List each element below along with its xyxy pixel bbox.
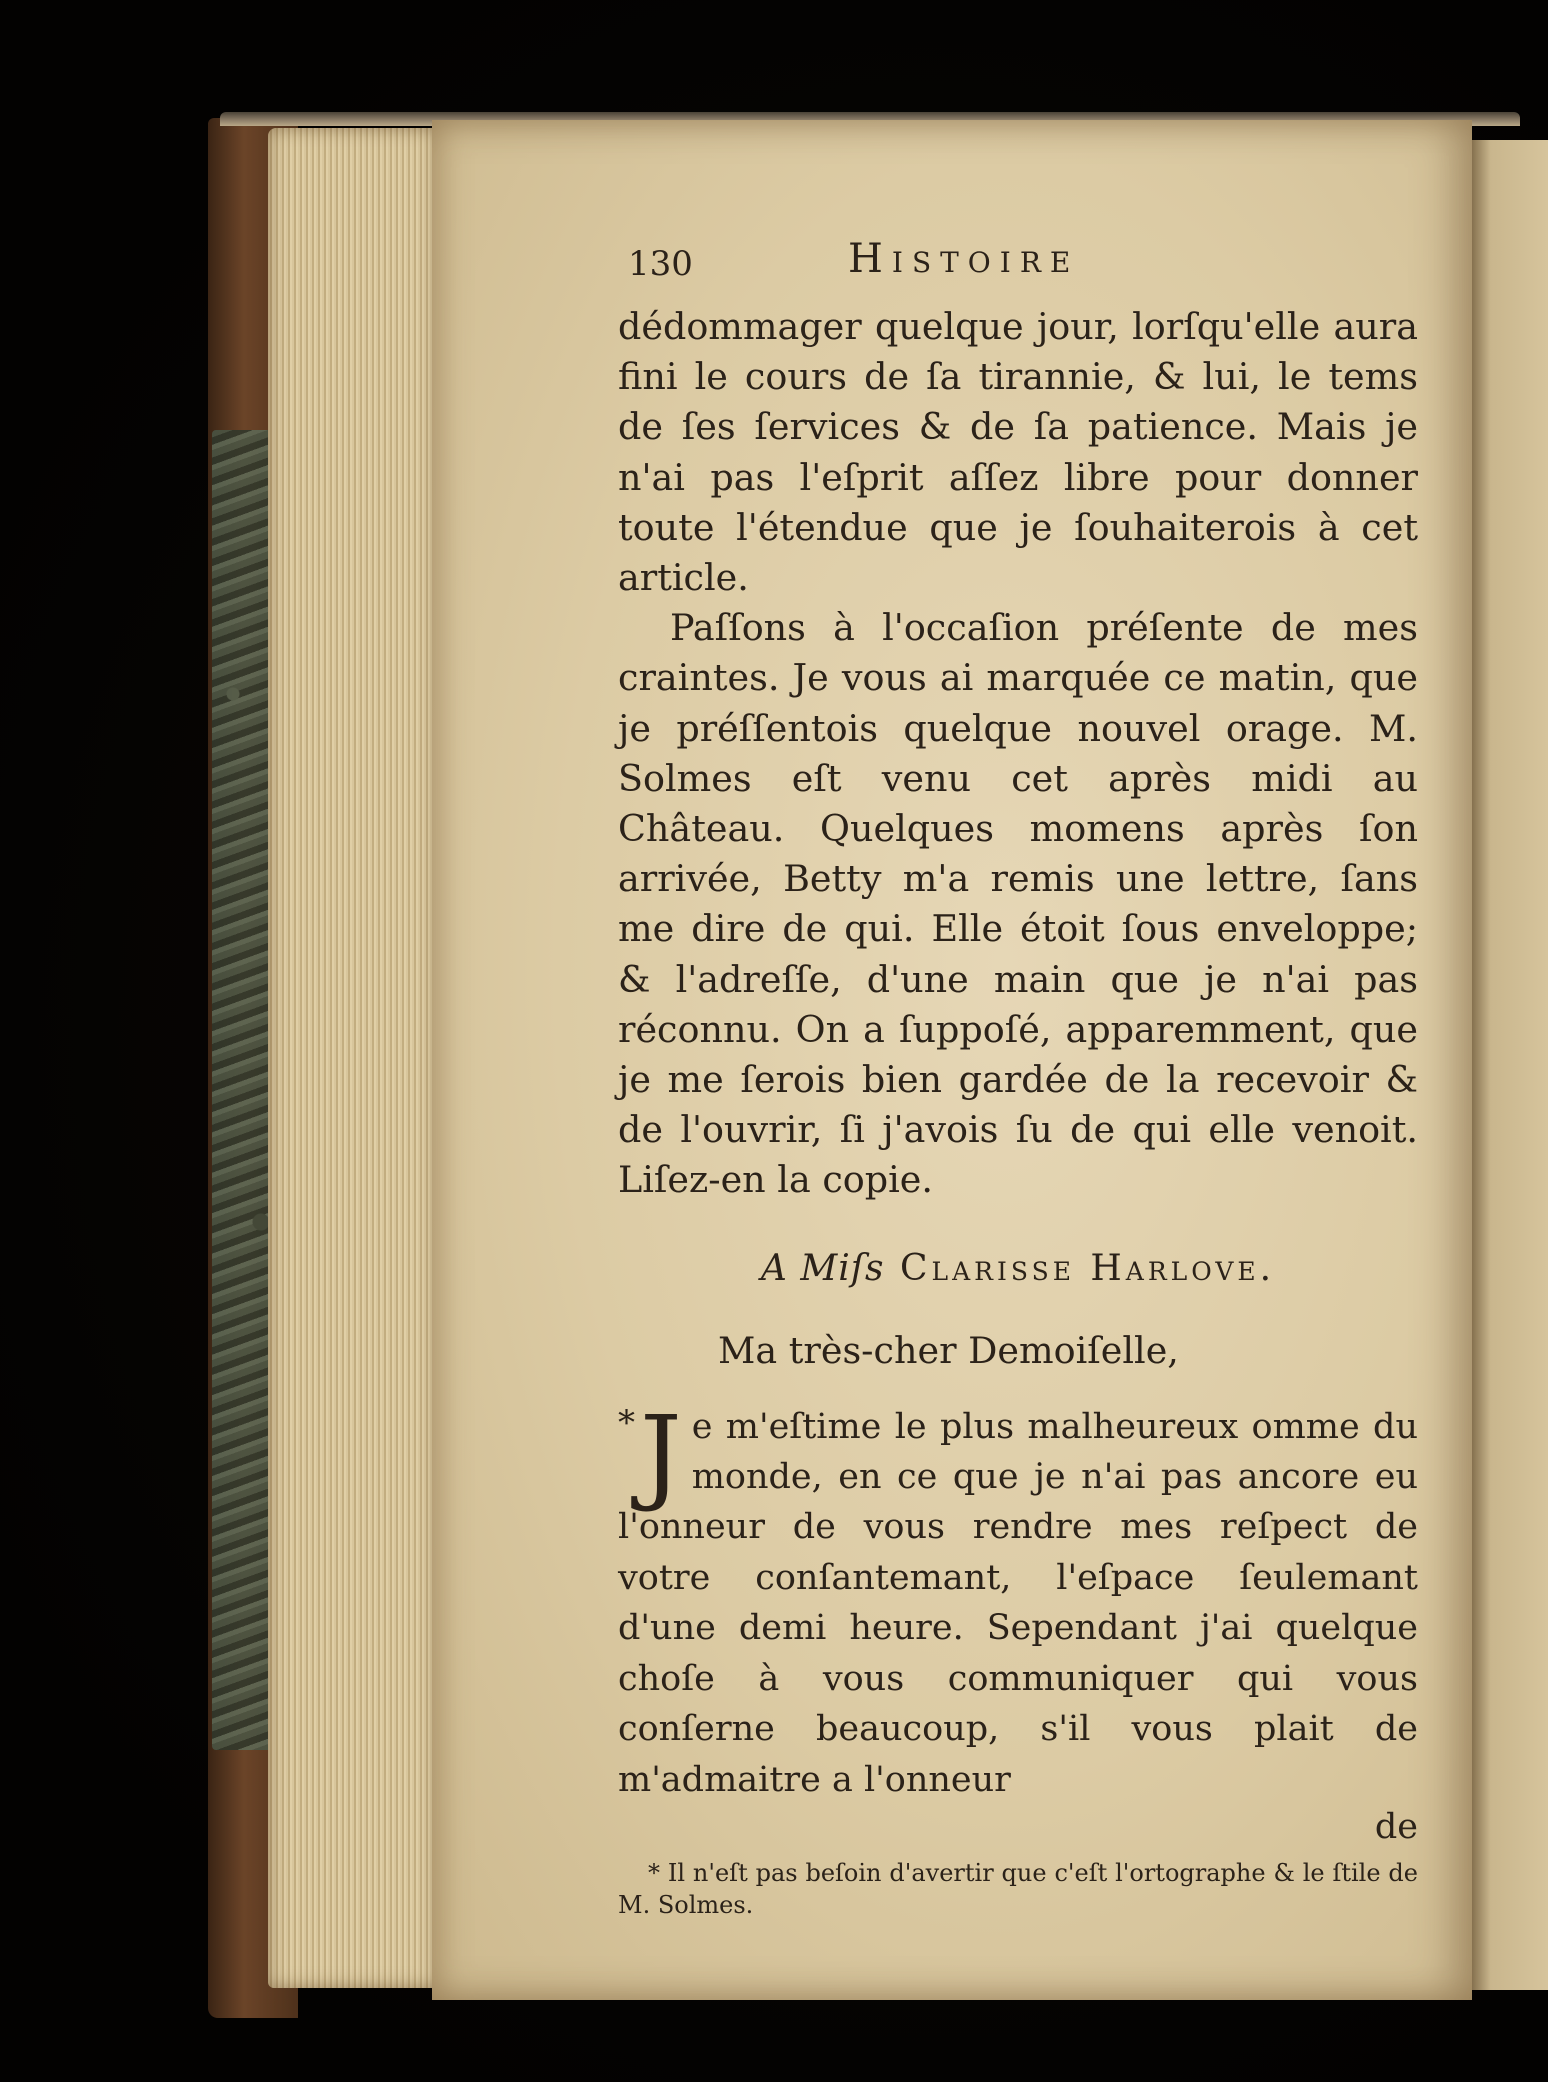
page-text-block: [618, 236, 1418, 1921]
drop-cap: J: [640, 1392, 682, 1515]
body-text: [618, 302, 1418, 1206]
paragraph-2: Paſſons à l'occaſion préſente de mes craintes. Je vous ai marquée ce matin, que je préſſentois quelque nouvel orage. M. Solmes eſt venu cet après midi au Château. Quelques momens après ſon arrivée, Betty m'a remis une lettre, ſans me dire de qui. Elle étoit ſous enveloppe; & l'adreſſe, d'une main que je n'ai pas réconnu. On a ſuppoſé, apparemment, que je me ſerois bien gardée de la recevoir & de l'ouvrir, ſi j'avois ſu de qui elle venoit. Liſez-en la copie.: [618, 606, 1418, 1202]
facing-page-edge: [1466, 140, 1548, 1990]
letter-body: [618, 1392, 1418, 1805]
letter-address: [618, 1248, 1418, 1289]
catchword: de: [1374, 1806, 1418, 1847]
address-name: Clarisse Harlove.: [899, 1247, 1276, 1289]
letter-salutation: Ma très-cher Demoiſelle,: [718, 1328, 1179, 1372]
footnote-text: * Il n'eſt pas beſoin d'avertir que c'eſt l'ortographe & le ſtile de M. Solmes.: [618, 1858, 1418, 1919]
page-number: 130: [628, 244, 693, 284]
page-header: [618, 236, 1418, 296]
letter-text: e m'eſtime le plus malheureux omme du monde, en ce que je n'ai pas ancore eu l'onneur de vous rendre mes reſpect de votre conſantemant, l'eſpace ſeulemant d'une demi heure. Sependant j'ai quelque choſe à vous communiquer qui vous conſerne beaucoup, s'il vous plait de m'admaitre a l'onneur: [618, 1406, 1418, 1800]
paragraph-1: dédommager quelque jour, lorſqu'elle aura fini le cours de ſa tirannie, & lui, le tems de ſes ſervices & de ſa patience. Mais je n'ai pas l'eſprit aſſez libre pour donner toute l'étendue que je ſouhaiterois à cet article.: [618, 305, 1418, 600]
page-edges: [268, 128, 438, 1988]
footnote-marker: *: [618, 1402, 635, 1443]
address-miss: A Miſs: [760, 1247, 885, 1289]
running-head: Histoire: [848, 236, 1080, 282]
footnote: [618, 1857, 1418, 1921]
